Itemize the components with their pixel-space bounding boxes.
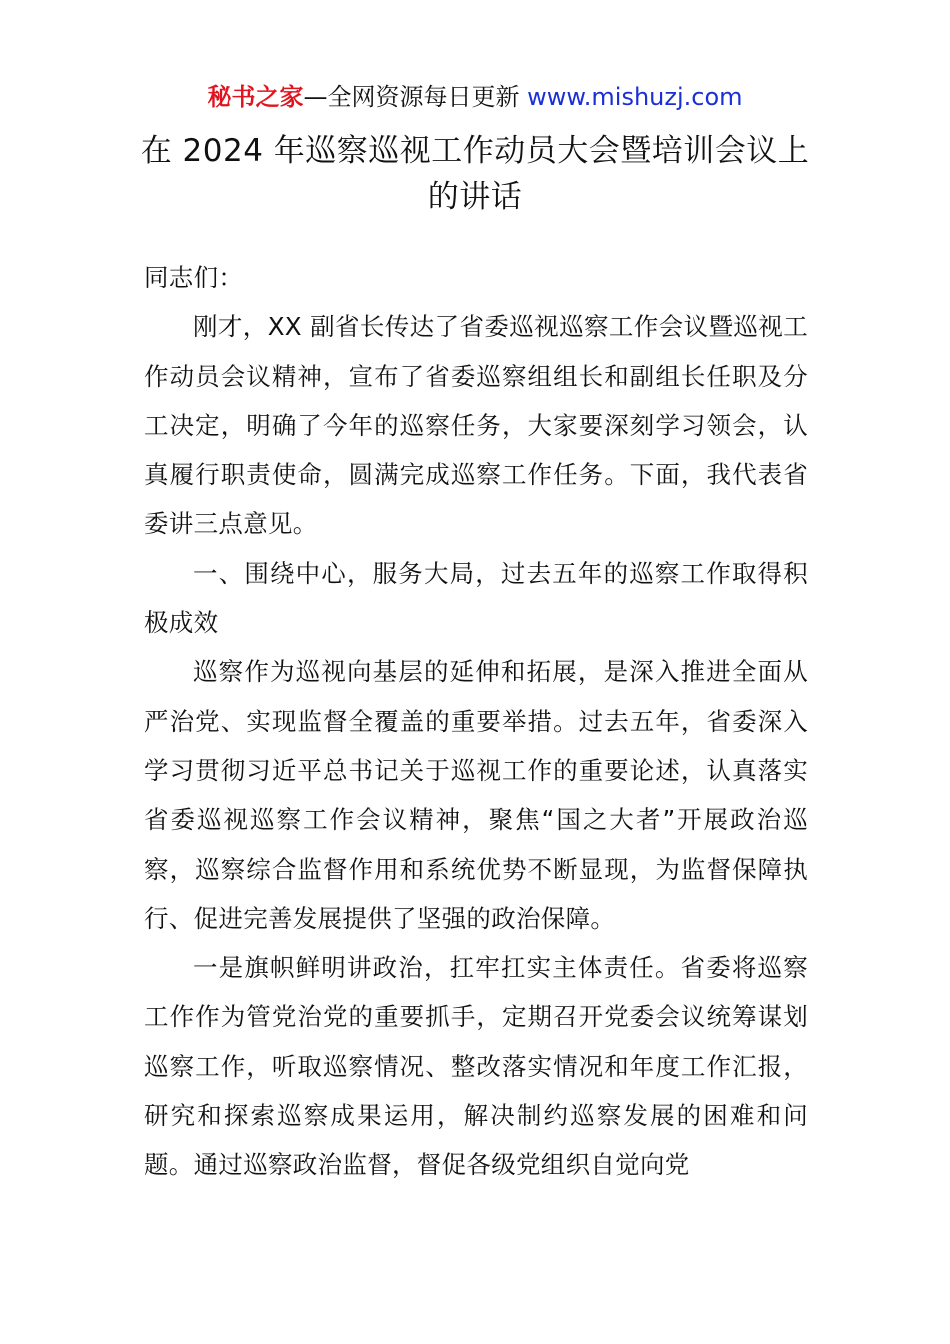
- site-url-link[interactable]: www.mishuzj.com: [527, 83, 743, 111]
- paragraph: 一是旗帜鲜明讲政治，扛牢扛实主体责任。省委将巡察工作作为管党治党的重要抓手，定期召开党委会议统筹谋划巡察工作，听取巡察情况、整改落实情况和年度工作汇报，研究和探索巡察成果运用，解决制约巡察发展的困难和问题。通过巡察政治监督，督促各级党组织自觉向党: [144, 953, 808, 1180]
- site-tagline: —全网资源每日更新: [303, 83, 520, 111]
- paragraph: 刚才，XX 副省长传达了省委巡视巡察工作会议暨巡视工作动员会议精神，宣布了省委巡察组组长和副组长任职及分工决定，明确了今年的巡察任务，大家要深刻学习领会，认真履行职责使命，圆满完成巡察工作任务。下面，我代表省委讲三点意见。: [144, 312, 808, 539]
- document-title: [140, 128, 810, 220]
- paragraph: 巡察作为巡视向基层的延伸和拓展，是深入推进全面从严治党、实现监督全覆盖的重要举措。过去五年，省委深入学习贯彻习近平总书记关于巡视工作的重要论述，认真落实省委巡视巡察工作会议精神，聚焦“国之大者”开展政治巡察，巡察综合监督作用和系统优势不断显现，为监督保障执行、促进完善发展提供了坚强的政治保障。: [144, 657, 808, 933]
- document-title-line-1: 在 2024 年巡察巡视工作动员大会暨培训会议上: [140, 133, 810, 169]
- salutation: 同志们：: [144, 263, 244, 292]
- section-heading: 一、围绕中心，服务大局，过去五年的巡察工作取得积极成效: [144, 558, 808, 638]
- site-brand: 秘书之家: [207, 83, 304, 111]
- document-body: [144, 253, 808, 1190]
- document-title-line-2: 的讲话: [427, 179, 523, 215]
- site-header: [0, 80, 950, 114]
